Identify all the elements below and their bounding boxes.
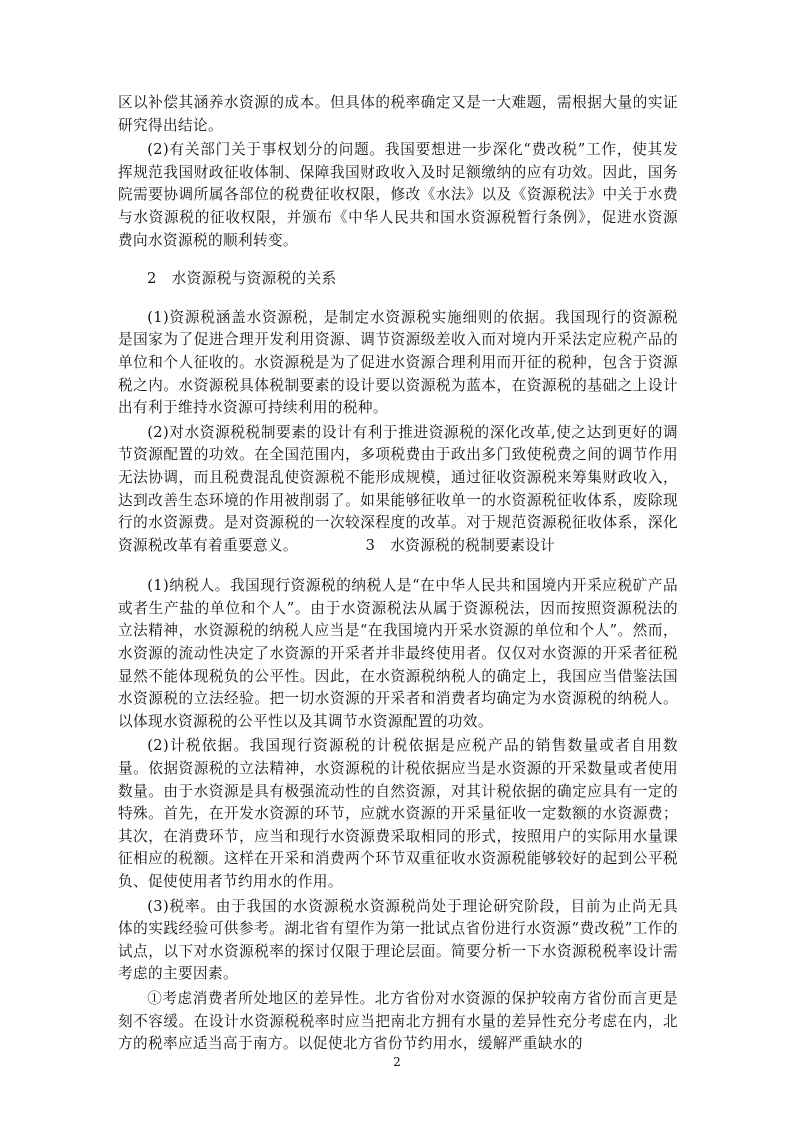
paragraph-section3-item-2: (2)计税依据。我国现行资源税的计税依据是应税产品的销售数量或者自用数量。依据资源税的立法精神，水资源税的计税依据应当是水资源的开采数量或者使用数量。由于水资源是具有极强流动性的自然资源，对其计税依据的确定应具有一定的特殊。首先，在开发水资源的环节，应就水资源的开采量征收一定数额的水资源费；其次，在消费环节，应当和现行水资源费采取相同的形式，按照用户的实际用水量课征相应的税额。这样在开采和消费两个环节双重征收水资源税能够较好的起到公平税负、促使使用者节约用水的作用。 <box>118 737 678 890</box>
paragraph-section3-item-3: (3)税率。由于我国的水资源税水资源税尚处于理论研究阶段，目前为止尚无具体的实践经验可供参考。湖北省有望作为第一批试点省份进行水资源“费改税”工作的试点，以下对水资源税率的探讨仅限于理论层面。简要分析一下水资源税税率设计需考虑的主要因素。 <box>118 897 678 983</box>
page-number: 2 <box>393 1055 401 1069</box>
paragraph-item-2: (2)有关部门关于事权划分的问题。我国要想进一步深化“费改税”工作，使其发挥规范我国财政征收体制、保障我国财政收入及时足额缴纳的应有功效。因此，国务院需要协调所属各部位的税费征收权限，修改《水法》以及《资源税法》中关于水费与水资源税的征收权限，并颁布《中华人民共和国水资源税暂行条例》，促进水资源费向水资源税的顺利转变。 <box>118 141 678 249</box>
section-heading-2: 2 水资源税与资源税的关系 <box>147 270 337 288</box>
paragraph-continued: 区以补偿其涵养水资源的成本。但具体的税率确定又是一大难题，需根据大量的实证研究得出结论。 <box>118 94 678 134</box>
paragraph-section2-item-2: (2)对水资源税税制要素的设计有利于推进资源税的深化改革,使之达到更好的调节资源配置的功效。在全国范围内，多项税费由于政出多门致使税费之间的调节作用无法协调，而且税费混乱使资源税不能形成规模，通过征收资源税来筹集财政收入，达到改善生态环境的作用被削弱了。如果能够征收单一的水资源税征收体系，废除现行的水资源费。是对资源税的一次较深程度的改革。对于规范资源税征收体系，深化资源税改革有着重要意义。 3 水资源税的税制要素设计 <box>118 423 678 554</box>
paragraph-section2-item-1: (1)资源税涵盖水资源税，是制定水资源税实施细则的依据。我国现行的资源税是国家为了促进合理开发利用资源、调节资源级差收入而对境内开采法定应税产品的单位和个人征收的。水资源税是为了促进水资源合理利用而开征的税种，包含于资源税之内。水资源税具体税制要素的设计要以资源税为蓝本，在资源税的基础之上设计出有利于维持水资源可持续利用的税种。 <box>118 308 678 417</box>
paragraph-section3-item-1: (1)纳税人。我国现行资源税的纳税人是“在中华人民共和国境内开采应税矿产品或者生产盐的单位和个人”。由于水资源税法从属于资源税法，因而按照资源税法的立法精神，水资源税的纳税人应当是“在我国境内开采水资源的单位和个人”。然而，水资源的流动性决定了水资源的开采者并非最终使用者。仅仅对水资源的开采者征税显然不能体现税负的公平性。因此，在水资源税纳税人的确定上，我国应当借鉴法国水资源税的立法经验。把一切水资源的开采者和消费者均确定为水资源税的纳税人。以体现水资源税的公平性以及其调节水资源配置的功效。 <box>118 577 678 730</box>
section-gap <box>118 559 678 575</box>
paragraph-section3-item-4: ①考虑消费者所处地区的差异性。北方省份对水资源的保护较南方省份而言更是刻不容缓。在设计水资源税税率时应当把南北方拥有水量的差异性充分考虑在内，北方的税率应适当高于南方。以促使北方省份节约用水，缓解严重缺水的 <box>118 989 678 1053</box>
document-body <box>118 92 678 1058</box>
